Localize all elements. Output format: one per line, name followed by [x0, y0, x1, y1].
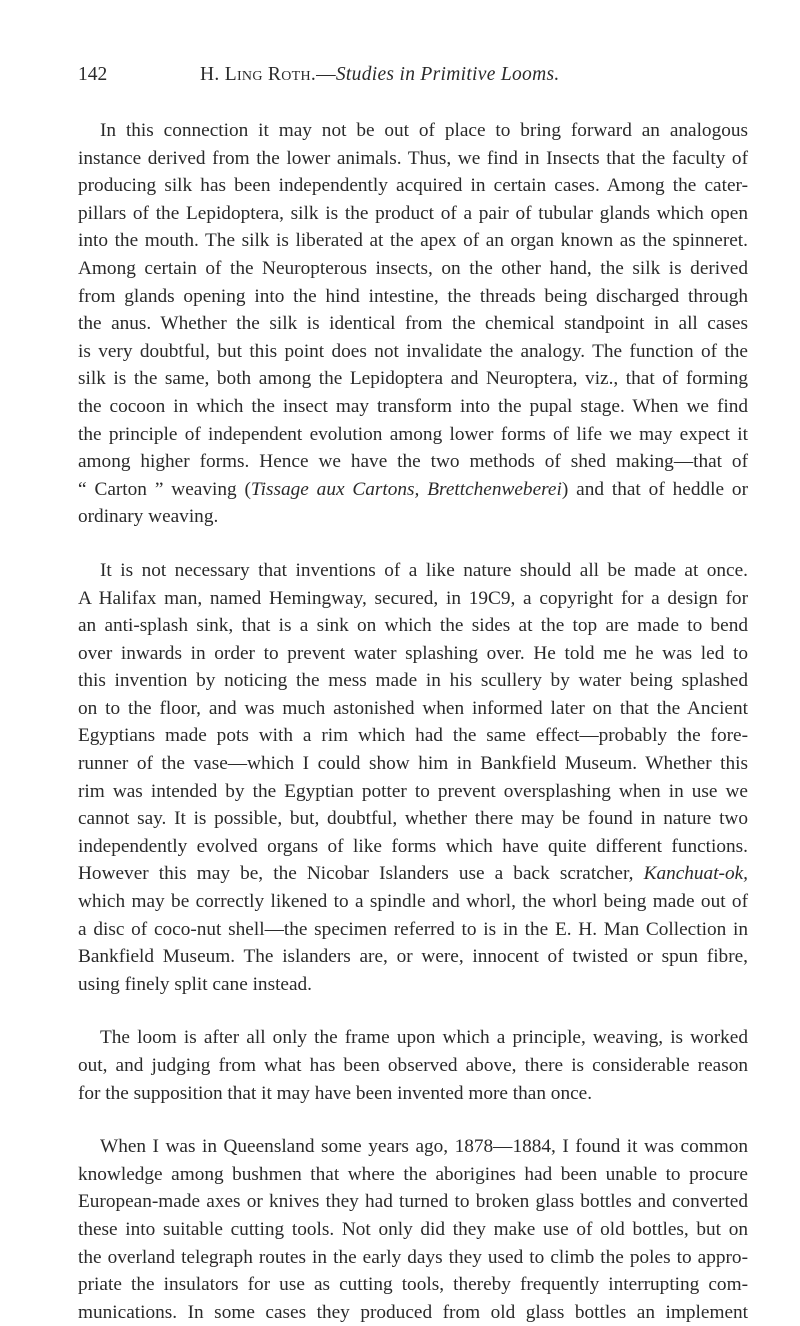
text-line: cannot say. It is possible, but, doubtful, whether there may be found in nature two	[78, 808, 748, 830]
text-line: European-made axes or knives they had turned to broken glass bottles and converted	[78, 1191, 748, 1213]
text-line: instance derived from the lower animals. Thus, we find in Insects that the faculty of	[78, 147, 748, 169]
text-line: silk is the same, both among the Lepidoptera and Neuroptera, viz., that of forming	[78, 368, 748, 390]
running-title	[200, 60, 560, 90]
text-line: into the mouth. The silk is liberated at the apex of an organ known as the spinneret.	[78, 230, 748, 252]
paragraph-3	[78, 1024, 748, 1107]
text-line: Egyptians made pots with a rim which had the same effect—probably the fore-	[78, 725, 748, 747]
italic-term: Kanchuat-ok,	[643, 863, 748, 885]
paragraph-2	[78, 557, 748, 999]
text-line: the cocoon in which the insect may transform into the pupal stage. When we find	[78, 395, 748, 417]
work-title: Studies in Primitive Looms.	[335, 64, 560, 85]
text-line	[78, 476, 748, 504]
text-line: A Halifax man, named Hemingway, secured, in 19C9, a copyright for a design for	[78, 587, 748, 609]
text-line: for the supposition that it may have been invented more than once.	[78, 1082, 593, 1104]
paragraph-4	[78, 1133, 748, 1326]
text-line: priate the insulators for use as cutting tools, thereby frequently interrupting com-	[78, 1274, 748, 1296]
text-line: In this connection it may not be out of place to bring forward an analogous	[100, 120, 748, 141]
text-line: munications. In some cases they produced from old glass bottles an implement	[78, 1301, 748, 1323]
text-line	[78, 860, 748, 888]
text-line: independently evolved organs of like forms which have quite different functions.	[78, 835, 748, 857]
text-line: the anus. Whether the silk is identical from the chemical standpoint in all cases	[78, 313, 748, 335]
text-line: the overland telegraph routes in the early days they used to climb the poles to appro-	[78, 1246, 748, 1268]
text-line: using finely split cane instead.	[78, 973, 313, 995]
text-line: over inwards in order to prevent water splashing over. He told me he was led to	[78, 642, 748, 664]
text-line: Bankfield Museum. The islanders are, or were, innocent of twisted or spun fibre,	[78, 946, 748, 968]
page-number: 142	[78, 64, 108, 85]
text-line: The loom is after all only the frame upon which a principle, weaving, is worked	[100, 1027, 748, 1049]
text-line: Among certain of the Neuropterous insects, on the other hand, the silk is derived	[78, 257, 748, 279]
paragraph-1	[78, 117, 748, 531]
body-text	[78, 117, 748, 1326]
text-segment: “ Carton ” weaving (	[78, 478, 251, 500]
author-name: H. Ling Roth.	[200, 64, 317, 85]
text-line: knowledge among bushmen that where the aborigines had been unable to procure	[78, 1163, 748, 1185]
text-line: When I was in Queensland some years ago, 1878—1884, I found it was common	[100, 1136, 748, 1158]
text-line: a disc of coco-nut shell—the specimen referred to is in the E. H. Man Collection in	[78, 918, 748, 940]
text-line: which may be correctly likened to a spindle and whorl, the whorl being made out of	[78, 891, 748, 913]
text-segment: ) and that of heddle or	[561, 478, 748, 500]
text-line: on to the floor, and was much astonished when informed later on that the Ancient	[78, 697, 748, 719]
text-line: producing silk has been independently acquired in certain cases. Among the cater-	[78, 175, 748, 197]
text-line: the principle of independent evolution among lower forms of life we may expect it	[78, 423, 748, 445]
text-line: this invention by noticing the mess made in his scullery by water being splashed	[78, 670, 748, 692]
text-line: from glands opening into the hind intestine, the threads being discharged through	[78, 285, 748, 307]
text-line: It is not necessary that inventions of a like nature should all be made at once.	[100, 559, 748, 581]
text-line: is very doubtful, but this point does not invalidate the analogy. The function of the	[78, 340, 748, 362]
text-line: rim was intended by the Egyptian potter to prevent oversplashing when in use we	[78, 780, 748, 802]
running-head	[78, 60, 748, 90]
text-line: among higher forms. Hence we have the two methods of shed making—that of	[78, 451, 748, 473]
italic-term: Tissage aux Cartons, Brettchenweberei	[250, 478, 562, 500]
title-separator: —	[316, 64, 336, 85]
text-line: pillars of the Lepidoptera, silk is the product of a pair of tubular glands which open	[78, 202, 748, 224]
text-segment: However this may be, the Nicobar Islanders use a back scratcher,	[78, 863, 644, 885]
text-line: runner of the vase—which I could show him in Bankfield Museum. Whether this	[78, 753, 748, 775]
text-line: ordinary weaving.	[78, 506, 219, 528]
text-line: an anti-splash sink, that is a sink on which the sides at the top are made to bend	[78, 615, 748, 637]
text-line: out, and judging from what has been observed above, there is considerable reason	[78, 1055, 748, 1076]
text-line: these into suitable cutting tools. Not only did they make use of old bottles, but on	[78, 1218, 748, 1240]
